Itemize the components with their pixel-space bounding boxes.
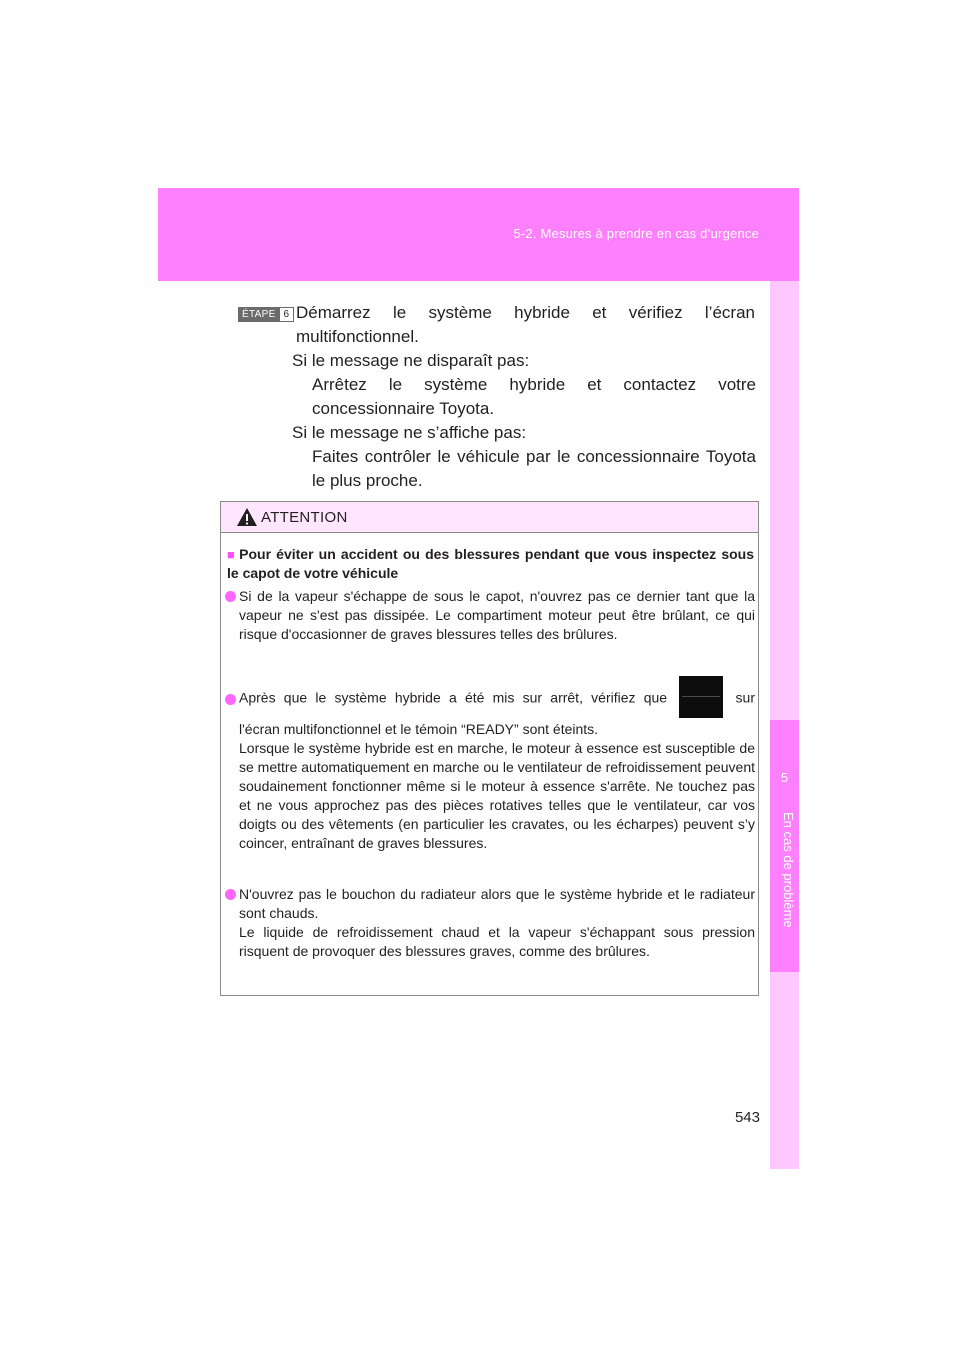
- bullet-dot-icon: [225, 591, 236, 602]
- step-number: 6: [280, 307, 295, 322]
- bullet-paragraph: N'ouvrez pas le bouchon du radiateur alors que le système hybride et le radiateur sont chauds.: [239, 886, 755, 921]
- bullet-paragraph: Lorsque le système hybride est en marche, le moteur à essence est susceptible de se mettre automatiquement en marche ou le ventilateur de refroidissement peuvent soudainement fonctionner même si le moteur à essence s'arrête. Ne touchez pas et ne vous approchez pas des pièces rotatives telles que le ventilateur, car vos doigts ou des vêtements (en particulier les cravates, ou les écharpes) peuvent s’y coincer, entraînant de graves blessures.: [239, 740, 755, 851]
- chapter-number: 5: [780, 770, 789, 785]
- page-number: 543: [734, 1109, 760, 1126]
- bullet-dot-icon: [225, 889, 236, 900]
- condition-2: [292, 421, 756, 493]
- bullet-paragraph: Si de la vapeur s'échappe de sous le capot, n'ouvrez pas ce dernier tant que la vapeur ne s'est pas dissipée. Le compartiment moteur peut être brûlant, ce qui risque d'occasionner de graves blessures telles des brûlures.: [239, 588, 755, 642]
- condition-heading: Si le message ne disparaît pas:: [292, 351, 530, 370]
- attention-box: [220, 501, 759, 996]
- warning-triangle-icon: [236, 507, 258, 527]
- attention-header: [221, 502, 758, 533]
- square-bullet-icon: ■: [227, 547, 237, 562]
- bullet-dot-icon: [225, 694, 236, 705]
- condition-heading: Si le message ne s’affiche pas:: [292, 423, 527, 442]
- bullet-paragraph: l'écran multifonctionnel et le témoin “READY” sont éteints.: [239, 721, 599, 737]
- section-title: 5-2. Mesures à prendre en cas d’urgence: [513, 226, 759, 241]
- bullet-lead-before: Après que le système hybride a été mis sur arrêt, vérifiez que: [239, 689, 668, 706]
- step-label: ÉTAPE: [238, 307, 280, 322]
- chapter-label: En cas de problème: [781, 812, 796, 928]
- condition-action: Faites contrôler le véhicule par le concessionnaire Toyota le plus proche.: [312, 447, 756, 490]
- step-badge: [238, 307, 294, 322]
- step-text: Démarrez le système hybride et vérifiez l’écran multifonctionnel.: [296, 303, 755, 346]
- condition-1: [292, 349, 756, 421]
- attention-bullet-3: [225, 885, 755, 961]
- bullet-paragraph: Le liquide de refroidissement chaud et la vapeur s'échappant sous pression risquent de provoquer des blessures graves, comme des brûlures.: [239, 924, 755, 959]
- bullet-lead-line: [239, 678, 755, 720]
- bullet-lead-after: sur: [735, 689, 755, 706]
- attention-lead-text: Pour éviter un accident ou des blessures pendant que vous inspectez sous le capot de votre véhicule: [227, 546, 754, 581]
- attention-bullet-1: [225, 587, 755, 644]
- attention-bullet-2: [225, 678, 755, 853]
- attention-lead: [227, 545, 754, 583]
- attention-title: ATTENTION: [261, 509, 348, 526]
- engine-indicator-icon: [679, 676, 723, 718]
- header-band: [158, 188, 799, 281]
- condition-action: Arrêtez le système hybride et contactez votre concessionnaire Toyota.: [312, 375, 756, 418]
